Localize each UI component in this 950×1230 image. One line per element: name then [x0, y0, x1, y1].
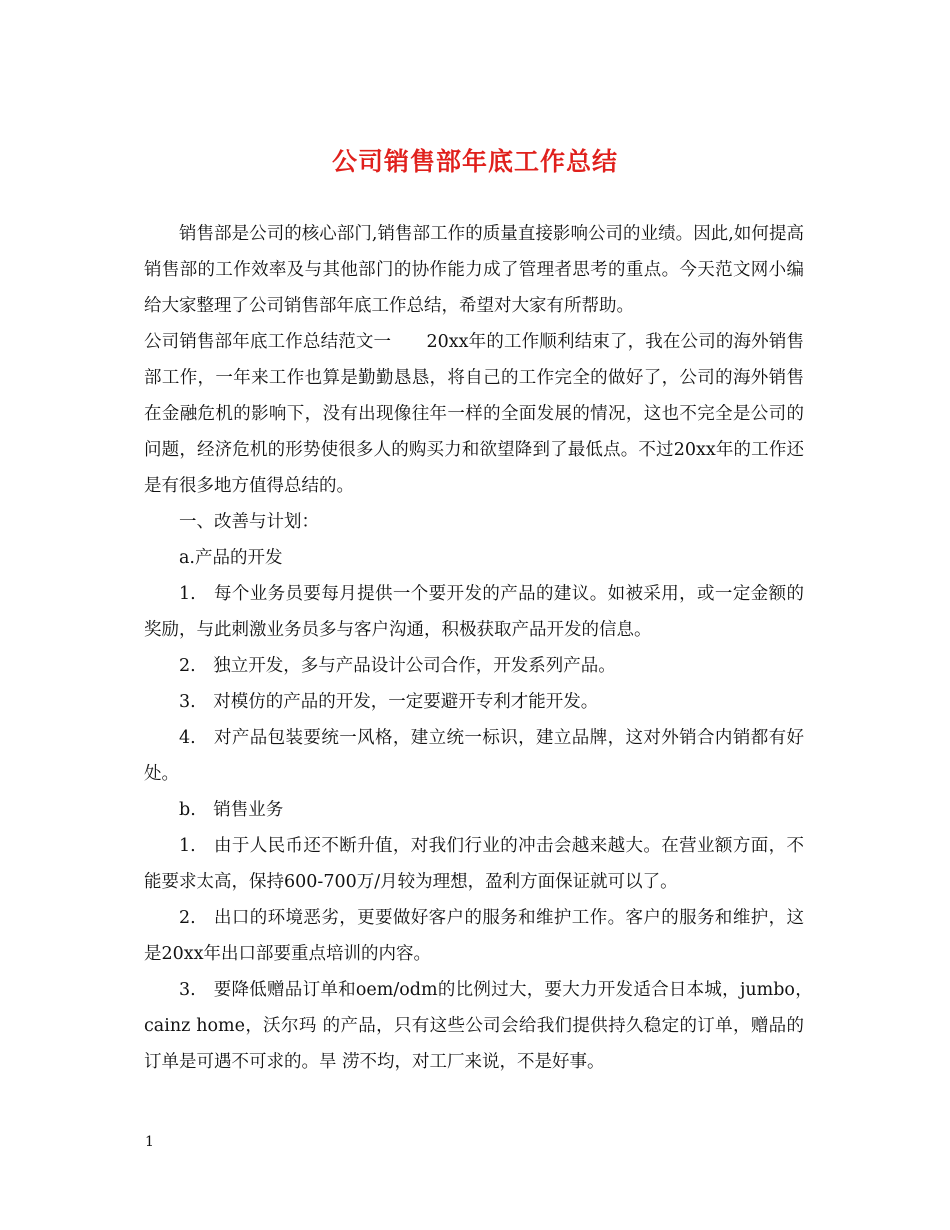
document-body — [144, 216, 822, 1080]
list-item: 1. 每个业务员要每月提供一个要开发的产品的建议。如被采用，或一定金额的奖励，与此刺激业务员多与客户沟通，积极获取产品开发的信息。 — [144, 584, 804, 640]
list-item: 4. 对产品包装要统一风格，建立统一标识，建立品牌，这对外销合内销都有好处。 — [144, 728, 804, 784]
list-item: 3. 对模仿的产品的开发，一定要避开专利才能开发。 — [179, 692, 599, 712]
paragraph-intro: 销售部是公司的核心部门,销售部工作的质量直接影响公司的业绩。因此,如何提高销售部的工作效率及与其他部门的协作能力成了管理者思考的重点。今天范文网小编给大家整理了公司销售部年底工作总结，希望对大家有所帮助。 — [144, 224, 804, 316]
subheading-product-development: a.产品的开发 — [179, 548, 283, 568]
list-item: 2. 出口的环境恶劣，更要做好客户的服务和维护工作。客户的服务和维护，这是20xx年出口部要重点培训的内容。 — [144, 908, 804, 964]
subheading-sales-business: b. 销售业务 — [179, 800, 284, 820]
page-number: 1 — [145, 1134, 154, 1150]
list-item: 1. 由于人民币还不断升值，对我们行业的冲击会越来越大。在营业额方面，不能要求太高，保持600-700万/月较为理想，盈利方面保证就可以了。 — [144, 836, 804, 892]
paragraph-summary: 公司销售部年底工作总结范文一 20xx年的工作顺利结束了，我在公司的海外销售部工作，一年来工作也算是勤勤恳恳，将自己的工作完全的做好了，公司的海外销售在金融危机的影响下，没有出现像往年一样的全面发展的情况，这也不完全是公司的问题，经济危机的形势使很多人的购买力和欲望降到了最低点。不过20xx年的工作还是有很多地方值得总结的。 — [144, 332, 804, 496]
list-item: 3. 要降低赠品订单和oem/odm的比例过大，要大力开发适合日本城，jumbo， cainz home，沃尔玛 的产品，只有这些公司会给我们提供持久稳定的订单，赠品的订单是可遇不可求的。旱 涝不均，对工厂来说，不是好事。 — [144, 980, 822, 1072]
section-heading-improvement: 一、改善与计划： — [179, 512, 319, 532]
list-item: 2. 独立开发，多与产品设计公司合作，开发系列产品。 — [179, 656, 616, 676]
document-title: 公司销售部年底工作总结 — [331, 147, 618, 176]
